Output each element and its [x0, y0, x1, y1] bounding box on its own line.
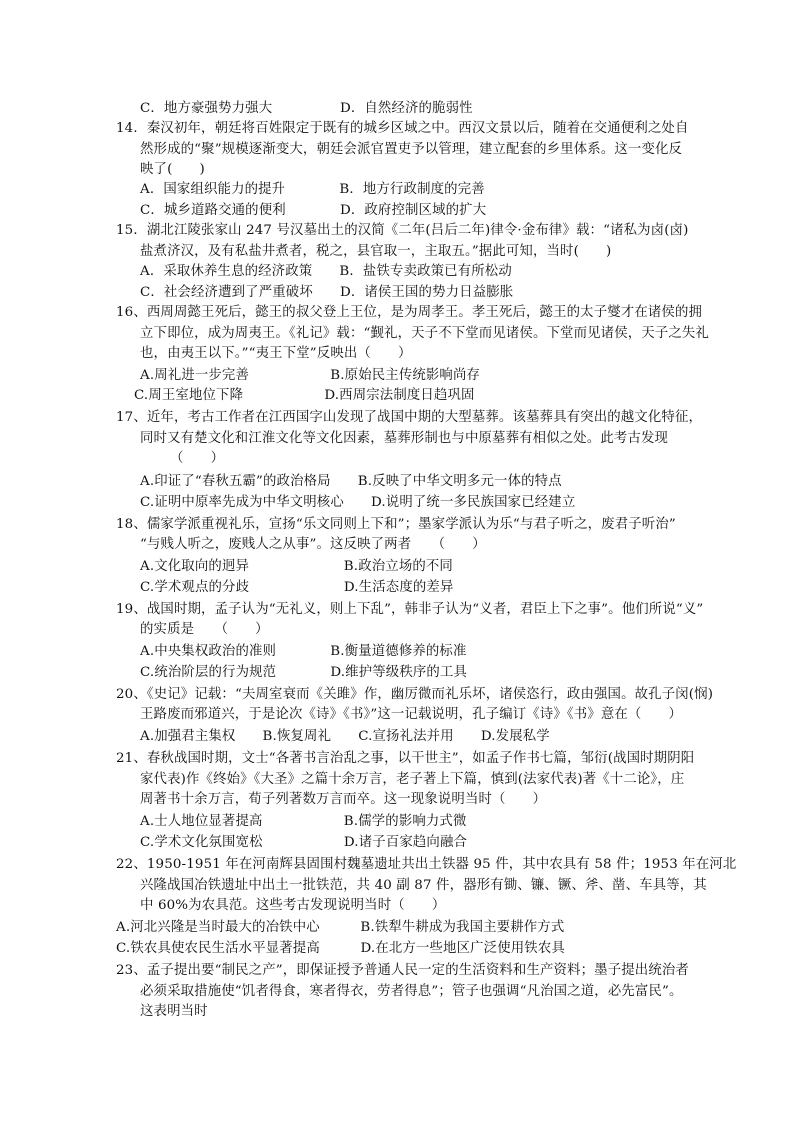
q20-options: A.加强君主集权 B.恢复周礼 C.宣扬礼法并用 D.发展私学 [140, 729, 550, 744]
q19-stem-line-2: 的实质是 （ ） [140, 622, 269, 637]
q22-stem-line-3: 中 60%为农具范。这些考古发现说明当时（ ） [140, 898, 446, 913]
q23-stem-line-2: 必须采取措施使“饥者得食，寒者得衣，劳者得息”；管子也强调“凡治国之道，必先富民”。 [140, 984, 683, 999]
q22-options-cd: C.铁农具使农民生活水平显著提高 D.在北方一些地区广泛使用铁农具 [116, 941, 565, 956]
q22-stem-line-2: 兴隆战国冶铁遗址中出土一批铁范，共 40 副 87 件，器形有锄、镰、镢、斧、凿、车具等，其 [140, 878, 707, 893]
q15-stem-line-1: 15．湖北江陵张家山 247 号汉墓出土的汉简《二年(吕后二年)律令·金布律》载：“诸私为卤(卤) [116, 223, 689, 238]
q18-options-cd: C.学术观点的分歧 D.生活态度的差异 [140, 580, 454, 595]
q21-stem-line-2: 家代表)作《终始》《大圣》之篇十余万言，老子著上下篇，慎到(法家代表)著《十二论》，庄 [140, 772, 685, 787]
q16-stem-line-2: 立下即位，成为周夷王。《礼记》载：“觐礼，天子不下堂而见诸侯。下堂而见诸侯，天子之失礼 [140, 326, 709, 341]
q16-stem-line-1: 16、西周周懿王死后，懿王的叔父登上王位，是为周孝王。孝王死后，懿王的太子燮才在诸侯的拥 [116, 305, 703, 320]
q21-stem-line-3: 周著书十余万言，荀子列著数万言而卒。这一现象说明当时（ ） [140, 792, 547, 807]
q22-options-ab: A.河北兴隆是当时最大的冶铁中心 B.铁犁牛耕成为我国主要耕作方式 [116, 920, 565, 935]
q23-stem-line-1: 23、孟子提出要“制民之产”，即保证授予普通人民一定的生活资料和生产资料；墨子提出统治者 [116, 963, 689, 978]
q21-options-cd: C.学术文化氛围宽松 D.诸子百家趋向融合 [140, 835, 468, 850]
q14-stem-line-2: 然形成的“聚”规模逐渐变大，朝廷会派官置吏予以管理，建立配套的乡里体系。这一变化反 [140, 142, 683, 157]
q17-stem-line-3: （ ） [170, 451, 225, 466]
q22-stem-line-1: 22、1950-1951 年在河南辉县固围村魏墓遗址共出土铁器 95 件，其中农具有 58 件；1953 年在河北 [116, 857, 737, 872]
q16-stem-line-3: 也，由夷王以下。”“夷王下堂”反映出（ ） [140, 346, 412, 361]
q14-options-cd: C．城乡道路交通的便利 D．政府控制区域的扩大 [140, 203, 487, 218]
q15-options-cd: C．社会经济遭到了严重破坏 D．诸侯王国的势力日益膨胀 [140, 285, 514, 300]
q18-options-ab: A.文化取向的迥异 B.政治立场的不同 [140, 559, 453, 574]
q20-stem-line-1: 20、《史记》记载：“夫周室衰而《关雎》作，幽厉微而礼乐坏，诸侯恣行，政由强国。故孔子闵(悯) [116, 687, 714, 702]
q19-options-cd: C.统治阶层的行为规范 D.维护等级秩序的工具 [140, 665, 468, 680]
q16-options-ab: A.周礼进一步完善 B.原始民主传统影响尚存 [140, 368, 481, 383]
q19-options-ab: A.中央集权政治的准则 B.衡量道德修养的标准 [140, 644, 467, 659]
q18-stem-line-1: 18、儒家学派重视礼乐，宣扬“乐文同则上下和”；墨家学派认为乐“与君子听之，废君子听治” [116, 517, 676, 532]
q14-stem-line-1: 14．秦汉初年，朝廷将百姓限定于既有的城乡区域之中。西汉文景以后，随着在交通便利之处自 [116, 121, 689, 136]
q21-options-ab: A.士人地位显著提高 B.儒学的影响力式微 [140, 814, 467, 829]
q16-options-cd: C.周王室地位下降 D.西周宗法制度日趋巩固 [134, 388, 475, 403]
q19-stem-line-1: 19、战国时期，孟子认为“无礼义，则上下乱”，韩非子认为“义者，君臣上下之事”。他们所说“义” [116, 602, 704, 617]
q17-options-ab: A.印证了“春秋五霸”的政治格局 B.反映了中华文明多元一体的特点 [140, 474, 562, 489]
q14-options-ab: A．国家组织能力的提升 B．地方行政制度的完善 [140, 182, 485, 197]
q17-options-cd: C.证明中原率先成为中华文明核心 D.说明了统一多民族国家已经建立 [140, 495, 576, 510]
q21-stem-line-1: 21、春秋战国时期，文士“各著书言治乱之事，以干世主”，如孟子作书七篇，邹衍(战国时期阴阳 [116, 751, 695, 766]
q17-stem-line-2: 同时又有楚文化和江淮文化等文化因素，墓葬形制也与中原墓葬有相似之处。此考古发现 [140, 431, 669, 446]
q15-options-ab: A．采取休养生息的经济政策 B．盐铁专卖政策已有所松动 [140, 264, 512, 279]
q23-stem-line-3: 这表明当时 [140, 1004, 208, 1019]
q14-stem-line-3: 映了( ) [140, 162, 205, 177]
q13-options-cd: C．地方豪强势力强大 D．自然经济的脆弱性 [140, 101, 473, 116]
q20-stem-line-2: 王路废而邪道兴，于是论次《诗》《书》”这一记载说明，孔子编订《诗》《书》意在（ ） [140, 707, 683, 722]
q15-stem-line-2: 盐煮济汉，及有私盐井煮者，税之，县官取一，主取五。”据此可知，当时( ) [140, 244, 612, 259]
q18-stem-line-2: “与贱人听之，废贱人之从事”。这反映了两者 （ ） [140, 537, 486, 552]
q17-stem-line-1: 17、近年，考古工作者在江西国字山发现了战国中期的大型墓葬。该墓葬具有突出的越文化特征， [116, 410, 703, 425]
